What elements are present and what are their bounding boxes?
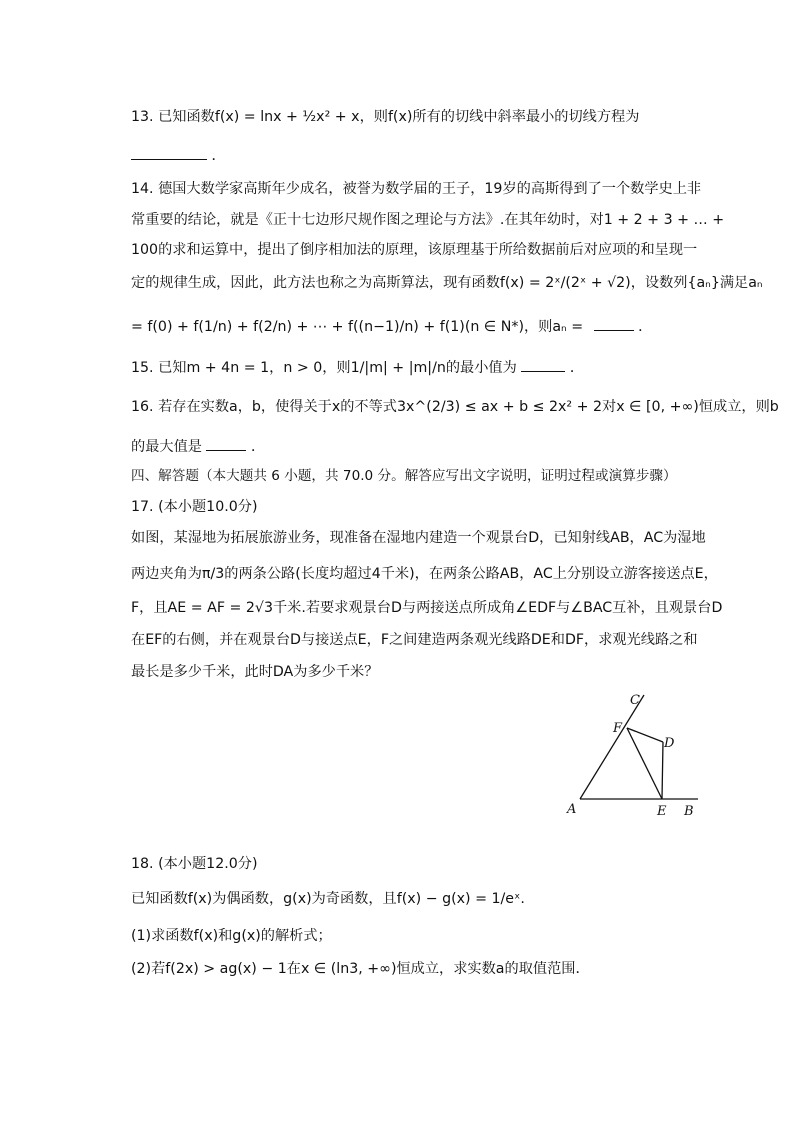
answer-blank[interactable] — [521, 357, 565, 372]
label-e: E — [657, 804, 667, 819]
q17-line-1: 如图，某湿地为拓展旅游业务，现准备在湿地内建造一个观景台D，已知射线AB，AC为湿地 — [131, 530, 706, 546]
answer-blank[interactable] — [206, 436, 246, 451]
q14-line-3: 100的求和运算中，提出了倒序相加法的原理，该原理基于所给数据前后对应项的和呈现一 — [131, 242, 698, 258]
q18-header: 18. (本小题12.0分) — [131, 856, 258, 872]
q18-line-3: (2)若f(2x) > ag(x) − 1在x ∈ (ln3, +∞)恒成立，求实数a的取值范围． — [131, 961, 590, 977]
label-d: D — [664, 736, 675, 751]
label-f: F — [613, 721, 623, 736]
q14-line-2: 常重要的结论，就是《正十七边形尺规作图之理论与方法》.在其年幼时，对1 + 2 + 3 + … + — [131, 212, 725, 228]
segment-de — [662, 742, 663, 799]
q14-line-4: 定的规律生成，因此，此方法也称之为高斯算法，现有函数f(x) = 2ˣ/(2ˣ + √2)，设数列{aₙ}满足aₙ — [131, 275, 763, 291]
q17-line-5: 最长是多少千米，此时DA为多少千米？ — [131, 664, 379, 680]
answer-blank[interactable] — [594, 316, 634, 331]
q15-text: 15. 已知m + 4n = 1，n > 0，则1/|m| + |m|/n的最小值为 — [131, 360, 517, 376]
label-a: A — [567, 802, 577, 817]
q13-line-2 — [131, 145, 691, 166]
q18-line-2: (1)求函数f(x)和g(x)的解析式； — [131, 928, 332, 944]
q14-line-5-text: = f(0) + f(1/n) + f(2/n) + ⋯ + f((n−1)/n) + f(1)(n ∈ N*)，则aₙ = — [131, 319, 584, 335]
q16-end: ． — [250, 439, 266, 455]
answer-blank[interactable] — [131, 145, 207, 160]
q17-header: 17. (本小题10.0分) — [131, 499, 258, 515]
q14-end: ． — [638, 319, 653, 335]
label-c: C — [630, 693, 640, 708]
q17-line-2: 两边夹角为π/3的两条公路(长度均超过4千米)，在两条公路AB，AC上分别设立游客接送点E， — [131, 566, 718, 582]
q14-line-5 — [131, 316, 691, 337]
q15-end: ． — [569, 360, 585, 376]
q17-line-4: 在EF的右侧，并在观景台D与接送点E，F之间建造两条观光线路DE和DF，求观光线路之和 — [131, 632, 698, 648]
segment-ef — [627, 728, 662, 799]
ray-ac — [580, 695, 644, 799]
q15-line-1 — [131, 357, 691, 378]
q18-line-1: 已知函数f(x)为偶函数，g(x)为奇函数，且f(x) − g(x) = 1/eˣ. — [131, 891, 525, 907]
geometry-figure — [560, 688, 710, 823]
q13-end: ． — [211, 148, 226, 164]
section-heading: 四、解答题（本大题共 6 小题，共 70.0 分。解答应写出文字说明，证明过程或演算步骤） — [131, 468, 677, 484]
q17-line-3: F，且AE = AF = 2√3千米.若要求观景台D与两接送点所成角∠EDF与∠BAC互补，且观景台D — [131, 600, 723, 616]
q13-line-1: 13. 已知函数f(x) = lnx + ½x² + x，则f(x)所有的切线中斜率最小的切线方程为 — [131, 109, 640, 125]
q16-line-1: 16. 若存在实数a，b，使得关于x的不等式3x^(2/3) ≤ ax + b ≤ 2x² + 2对x ∈ [0, +∞)恒成立，则b — [131, 399, 779, 415]
label-b: B — [684, 804, 694, 819]
q16-text: 的最大值是 — [131, 439, 202, 455]
q16-line-2 — [131, 436, 691, 457]
q14-line-1: 14. 德国大数学家高斯年少成名，被誉为数学届的王子，19岁的高斯得到了一个数学史上非 — [131, 181, 702, 197]
